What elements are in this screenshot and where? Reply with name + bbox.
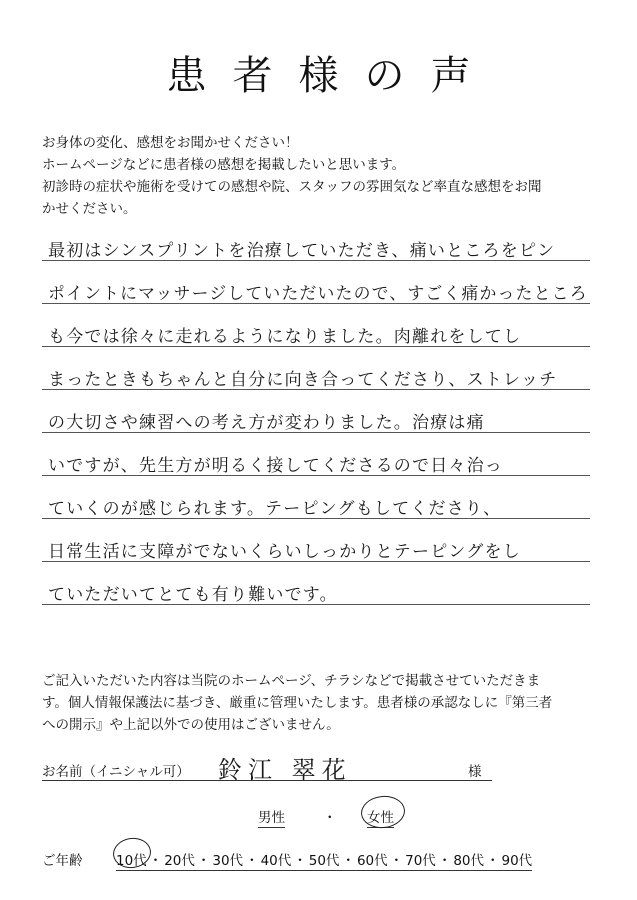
notice-line: への開示』や上記以外での使用はございません。	[42, 717, 340, 733]
name-value[interactable]: 鈴江 翠花	[218, 756, 352, 784]
age-option-90s[interactable]: 90代	[501, 853, 533, 869]
privacy-notice	[42, 670, 612, 736]
gender-option-female[interactable]: 女性	[367, 806, 394, 828]
testimonial-line: の大切さや練習への考え方が変わりました。治療は痛	[48, 413, 485, 433]
age-option-70s[interactable]: 70代	[405, 853, 436, 869]
name-field	[42, 750, 502, 784]
age-separator: ・	[293, 853, 307, 869]
age-option-60s[interactable]: 60代	[356, 853, 388, 869]
age-separator: ・	[245, 853, 259, 869]
age-separator: ・	[148, 853, 163, 869]
age-separator: ・	[341, 853, 355, 869]
testimonial-area	[42, 222, 590, 622]
age-separator: ・	[196, 853, 211, 869]
testimonial-line: いですが、先生方が明るく接してくださるので日々治っ	[48, 456, 503, 476]
age-label: ご年齢	[42, 853, 83, 869]
age-option-40s[interactable]: 40代	[260, 853, 292, 869]
age-separator: ・	[389, 853, 404, 869]
name-honorific: 様	[468, 764, 482, 780]
notice-line: す。個人情報保護法に基づき、厳重に管理いたします。患者様の承認なしに『第三者	[42, 695, 553, 711]
age-options	[116, 849, 532, 871]
name-underline	[42, 780, 492, 781]
age-option-50s[interactable]: 50代	[308, 853, 340, 869]
age-separator: ・	[437, 853, 452, 869]
testimonial-line: 日常生活に支障がでないくらいしっかりとテーピングをし	[48, 542, 521, 562]
age-separator: ・	[486, 853, 500, 869]
testimonial-line: ポイントにマッサージしていただいたので、すごく痛かったところ	[48, 284, 588, 304]
intro-line: お身体の変化、感想をお聞かせください！	[42, 135, 299, 151]
age-option-30s[interactable]: 30代	[212, 853, 244, 869]
intro-line: かせください。	[42, 201, 137, 217]
testimonial-line: まったときもちゃんと自分に向き合ってくださり、ストレッチ	[48, 370, 558, 390]
gender-field	[0, 802, 637, 832]
testimonial-line: 最初はシンスプリントを治療していただき、痛いところをピン	[48, 241, 556, 261]
intro-text	[42, 132, 602, 220]
testimonial-line: ていただいてとても有り難いです。	[48, 585, 338, 605]
notice-line: ご記入いただいた内容は当院のホームページ、チラシなどで掲載させていただきま	[42, 673, 541, 689]
name-label: お名前（イニシャル可）	[42, 764, 190, 780]
gender-separator: ・	[323, 810, 337, 826]
age-option-10s[interactable]: 10代	[116, 853, 147, 869]
testimonial-line: ていくのが感じられます。テーピングもしてくださり、	[48, 499, 502, 519]
gender-option-male[interactable]: 男性	[258, 806, 285, 828]
intro-line: ホームページなどに患者様の感想を掲載したいと思います。	[42, 157, 406, 173]
intro-line: 初診時の症状や施術を受けての感想や院、スタッフの雰囲気など率直な感想をお聞	[42, 179, 542, 195]
testimonial-line: も今では徐々に走れるようになりました。肉離れをしてし	[48, 327, 522, 347]
age-option-20s[interactable]: 20代	[164, 853, 195, 869]
page-title: 患者様の声	[166, 53, 497, 99]
age-option-80s[interactable]: 80代	[453, 853, 484, 869]
